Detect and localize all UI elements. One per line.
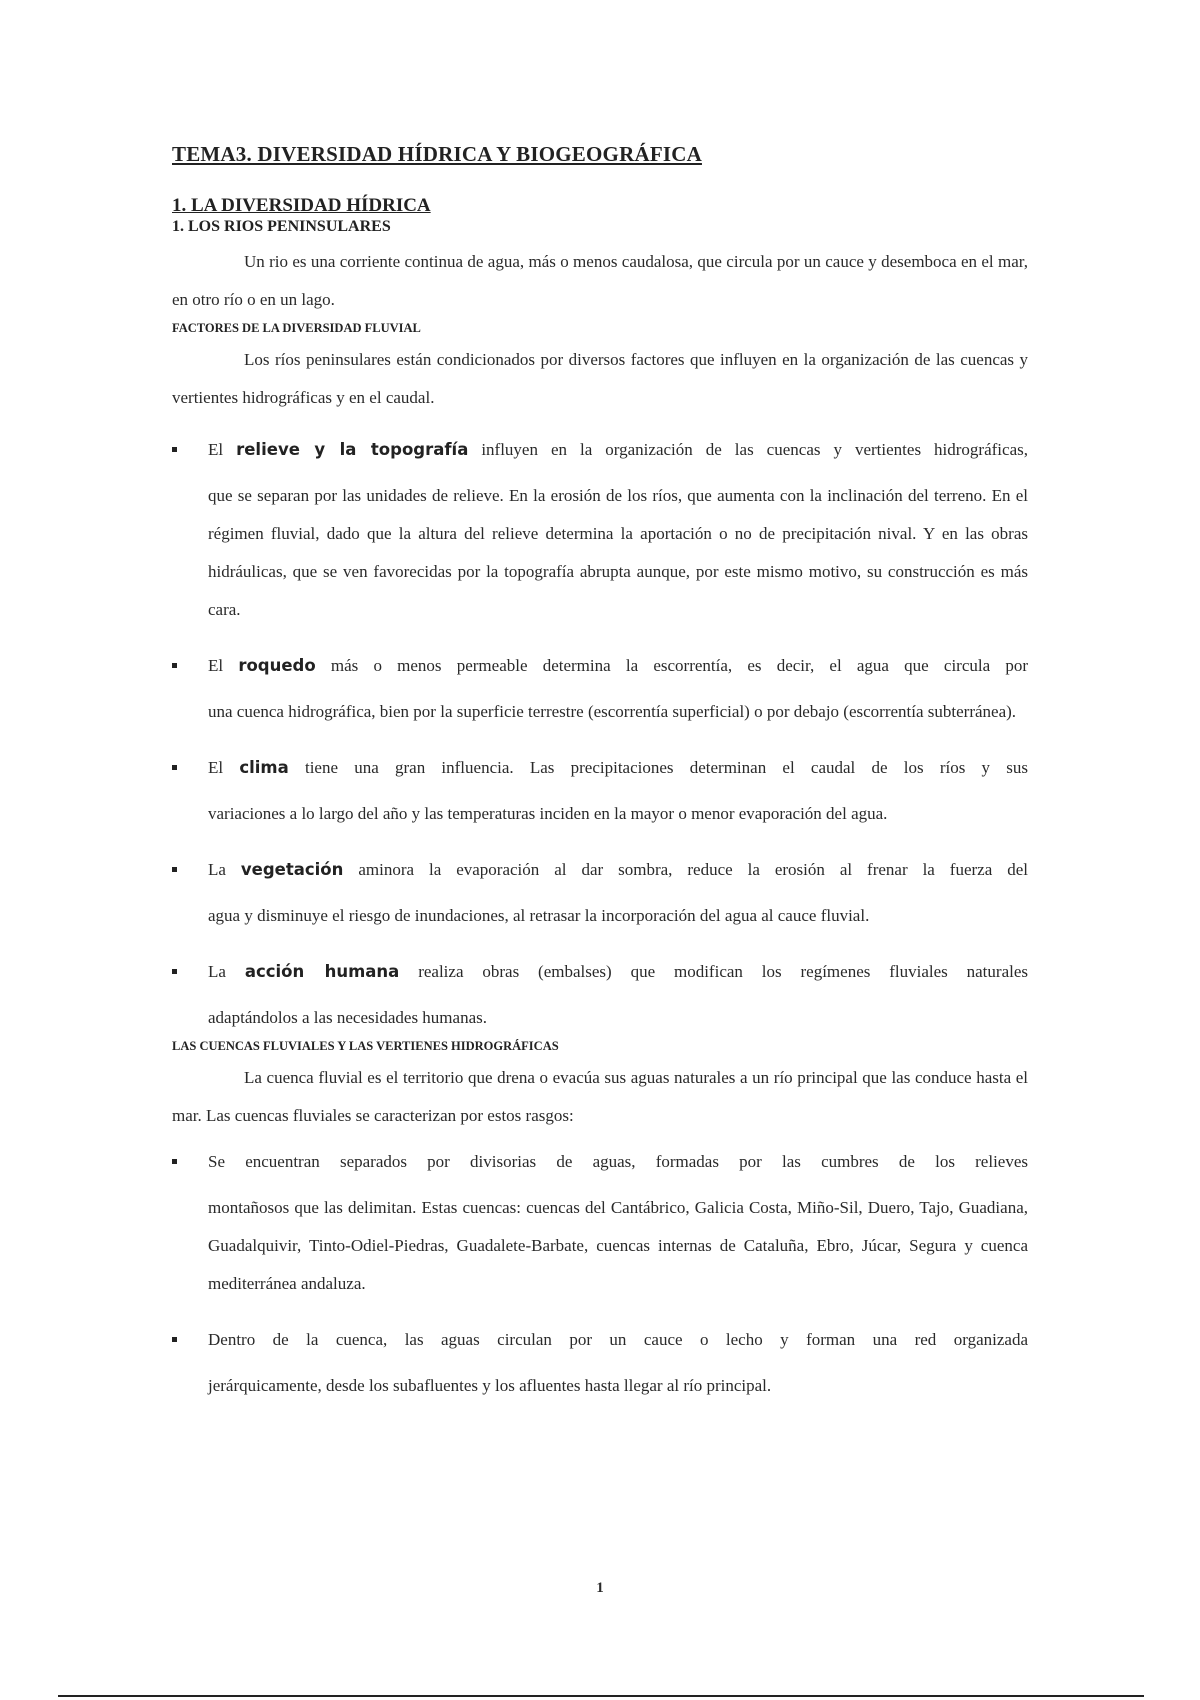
subsection-title: 1. LOS RIOS PENINSULARES	[172, 218, 391, 235]
list-item-text: adaptándolos a las necesidades humanas.	[208, 1008, 487, 1027]
basins-heading: LAS CUENCAS FLUVIALES Y LAS VERTIENES HIDROGRÁFICAS	[172, 1039, 559, 1053]
keyword: relieve y la topografía	[236, 440, 469, 459]
list-item-text: montañosos que las delimitan. Estas cuencas: cuencas del Cantábrico, Galicia Costa, Miño-Sil, Duero, Tajo, Guadiana, Guadalquivir, Tinto-Odiel-Piedras, Guadalete-Barbate, cuencas internas de Cataluña, Ebro, Júcar, Segura y cuenca mediterránea andaluza.	[208, 1198, 1028, 1293]
factors-list	[172, 431, 1028, 1037]
list-item	[172, 1321, 1028, 1405]
keyword: acción humana	[244, 962, 400, 981]
factors-heading: FACTORES DE LA DIVERSIDAD FLUVIAL	[172, 321, 421, 335]
intro-paragraph: Un rio es una corriente continua de agua, más o menos caudalosa, que circula por un cauce y desemboca en el mar, en otro río o en un lago.	[172, 252, 1028, 309]
list-item: El relieve y la topografía influyen en la organización de las cuencas y vertientes hidrográficas, que se separan por las unidades de relieve. En la erosión de los ríos, que aumenta con la inclinación del terreno. En el régimen fluvial, dado que la altura del relieve determina la aportación o no de precipitación nival. Y en las obras hidráulicas, que se ven favorecidas por la topografía abrupta aunque, por este mismo motivo, su construcción es más cara.	[172, 431, 1028, 629]
bullet-icon	[172, 867, 177, 872]
document-page	[172, 142, 1028, 1423]
list-item-text: variaciones a lo largo del año y las temperaturas inciden en la mayor o menor evaporación del agua.	[208, 804, 888, 823]
list-item-text: que se separan por las unidades de relieve. En la erosión de los ríos, que aumenta con la inclinación del terreno. En el régimen fluvial, dado que la altura del relieve determina la aportación o no de precipitación nival. Y en las obras hidráulicas, que se ven favorecidas por la topografía abrupta aunque, por este mismo motivo, su construcción es más cara.	[208, 486, 1028, 619]
bullet-icon	[172, 1337, 177, 1342]
keyword: vegetación	[240, 860, 344, 879]
keyword: clima	[239, 758, 289, 777]
list-item-text: una cuenca hidrográfica, bien por la superficie terrestre (escorrentía superficial) o por debajo (escorrentía subterránea).	[208, 702, 1017, 721]
section-title: 1. LA DIVERSIDAD HÍDRICA	[172, 195, 431, 216]
keyword: roquedo	[238, 656, 316, 675]
document-title: TEMA3. DIVERSIDAD HÍDRICA Y BIOGEOGRÁFICA	[172, 142, 702, 166]
bullet-icon	[172, 1159, 177, 1164]
bullet-icon	[172, 765, 177, 770]
footer-divider	[58, 1695, 1144, 1697]
list-item: La acción humana realiza obras (embalses) que modifican los regímenes fluviales naturales adaptándolos a las necesidades humanas.	[172, 953, 1028, 1037]
basins-intro-paragraph: La cuenca fluvial es el territorio que drena o evacúa sus aguas naturales a un río principal que las conduce hasta el mar. Las cuencas fluviales se caracterizan por estos rasgos:	[172, 1068, 1028, 1125]
list-item-text: Dentro de la cuenca, las aguas circulan por un cauce o lecho y forman una red organizada	[208, 1330, 1028, 1349]
list-item-text: agua y disminuye el riesgo de inundaciones, al retrasar la incorporación del agua al cauce fluvial.	[208, 906, 870, 925]
bullet-icon	[172, 447, 177, 452]
list-item: El roquedo más o menos permeable determina la escorrentía, es decir, el agua que circula por una cuenca hidrográfica, bien por la superficie terrestre (escorrentía superficial) o por debajo (escorrentía subterránea).	[172, 647, 1028, 731]
list-item	[172, 1143, 1028, 1303]
bullet-icon	[172, 969, 177, 974]
factors-intro-paragraph: Los ríos peninsulares están condicionados por diversos factores que influyen en la organización de las cuencas y vertientes hidrográficas y en el caudal.	[172, 350, 1028, 407]
list-item: La vegetación aminora la evaporación al dar sombra, reduce la erosión al frenar la fuerza del agua y disminuye el riesgo de inundaciones, al retrasar la incorporación del agua al cauce fluvial.	[172, 851, 1028, 935]
list-item-text: Se encuentran separados por divisorias de aguas, formadas por las cumbres de los relieves	[208, 1152, 1028, 1171]
list-item: El clima tiene una gran influencia. Las precipitaciones determinan el caudal de los ríos y sus variaciones a lo largo del año y las temperaturas inciden en la mayor o menor evaporación del agua.	[172, 749, 1028, 833]
bullet-icon	[172, 663, 177, 668]
list-item-text: jerárquicamente, desde los subafluentes y los afluentes hasta llegar al río principal.	[208, 1376, 772, 1395]
page-number: 1	[596, 1580, 604, 1596]
basins-list	[172, 1143, 1028, 1405]
